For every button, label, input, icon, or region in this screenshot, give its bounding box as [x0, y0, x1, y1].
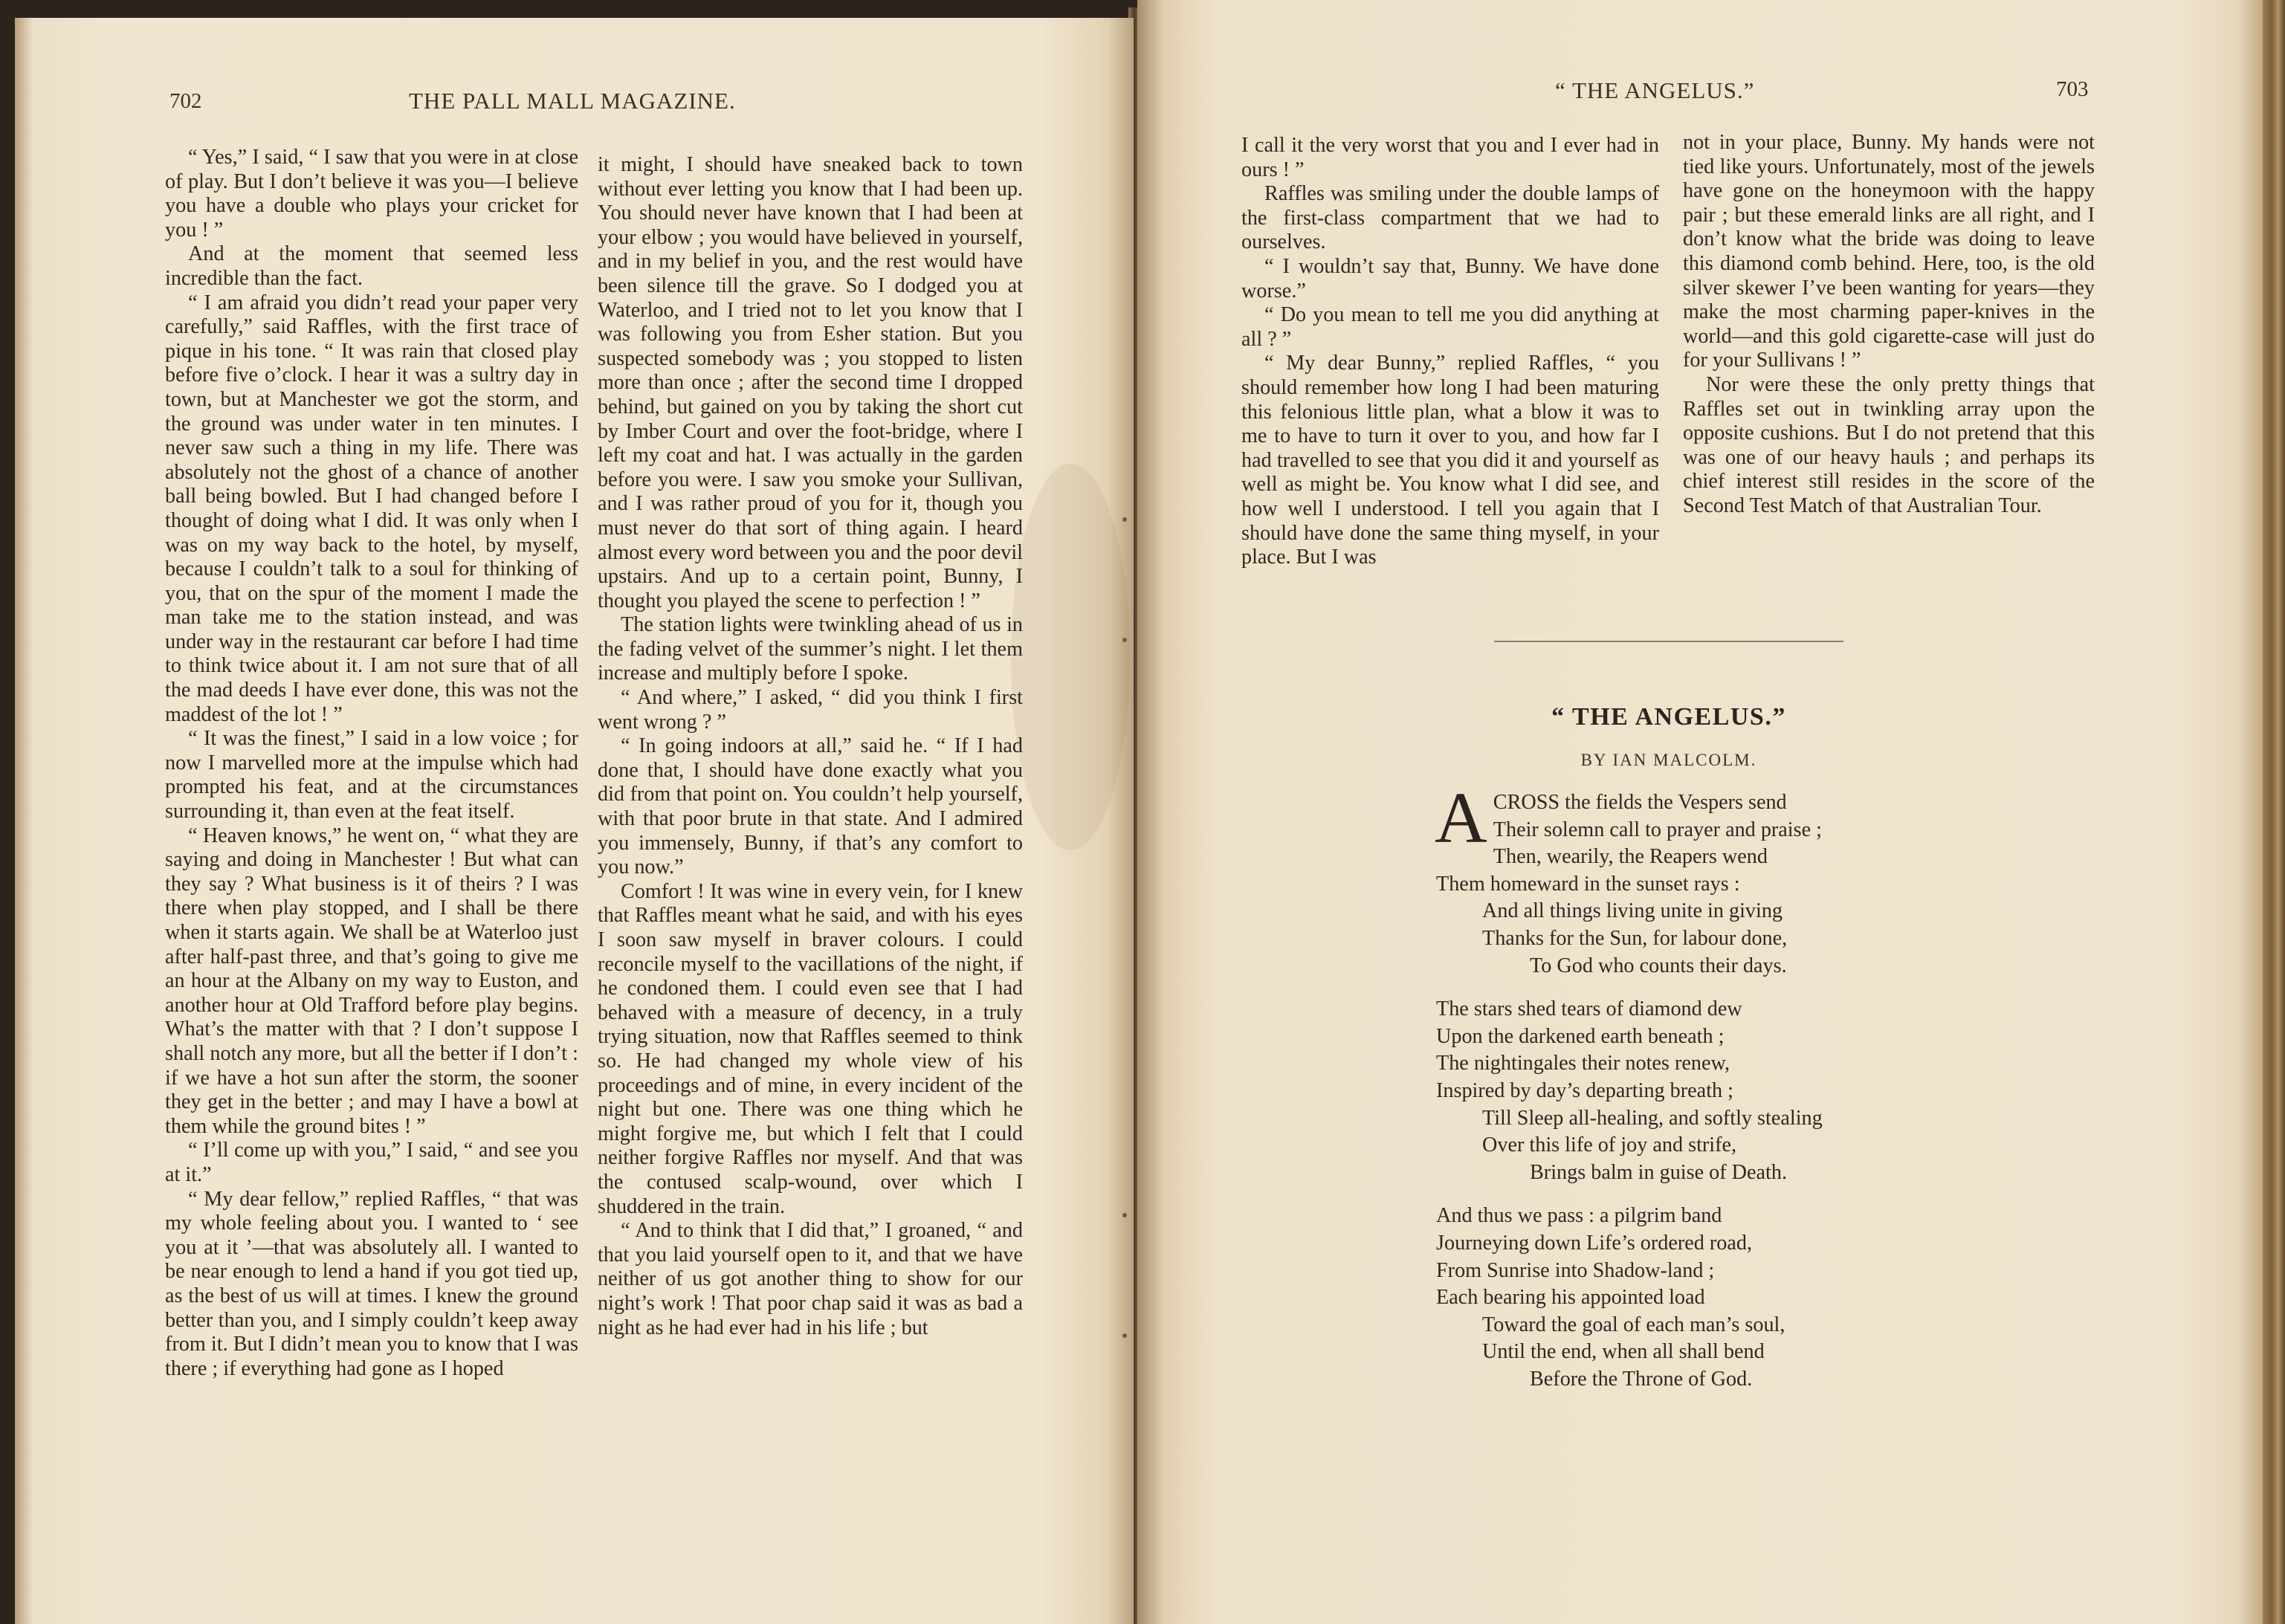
- paragraph: I call it the very worst that you and I ever had in ours ! ”: [1241, 134, 1659, 181]
- page-number-left: 702: [169, 89, 202, 113]
- paragraph: “ In going indoors at all,” said he. “ If I had done that, I should have done exactly what you did from that point on. You couldn’t help yourself, with that poor brute in that state. And I admired you immensely, Bunny, if that’s any comfort to you now.”: [598, 734, 1023, 879]
- poem-line: The stars shed tears of diamond dew: [1436, 997, 1742, 1021]
- right-column-2: [1683, 131, 2095, 519]
- poem-line: To God who counts their days.: [1530, 954, 1787, 977]
- poem-line-row: [1436, 898, 2075, 925]
- paragraph: Comfort ! It was wine in every vein, for I knew that Raffles meant what he said, and with his eyes I soon saw myself in braver colours. I could reconcile myself to the vacillations of the night, if he condoned them. I could even see that I had behaved with a measure of decency, in a truly trying situation, now that Raffles seemed to think so. He had changed my whole view of his proceedings and of mine, in every incident of the night but one. There was one thing which he might forgive me, but which I felt that I could neither forgive Raffles nor myself. And that was the contused scalp-wound, over which I shuddered in the train.: [598, 879, 1023, 1218]
- page-mark: [1122, 1213, 1127, 1217]
- paragraph: it might, I should have sneaked back to town without ever letting you know that I had been up. You should never have known that I had been at your elbow ; you would have believed in yourself, and in my belief in you, and the rest would have been silence till the grave. So I dodged you at Waterloo, and I tried not to let you know that I was following you from Esher station. But you suspected somebody was ; you stopped to listen more than once ; after the second time I dropped behind, but gained on you by taking the short cut by Imber Court and over the foot-bridge, where I left my coat and hat. I was actually in the garden before you were. I saw you smoke your Sullivan, and I was rather proud of you for it, though you must never do that sort of thing again. I heard almost every word between you and the poor devil upstairs. And up to a certain point, Bunny, I thought you played the scene to perfection ! ”: [598, 153, 1023, 612]
- poem-line: Inspired by day’s departing breath ;: [1436, 1078, 1733, 1102]
- poem-line: Them homeward in the sunset rays :: [1436, 872, 1740, 896]
- poem-line-row: [1436, 1078, 2075, 1105]
- paragraph: not in your place, Bunny. My hands were not tied like yours. Unfortunately, most of the jewels have gone on the honeymoon with the happy pair ; but these emerald links are all right, and I don’t know what the bride was doing to leave this diamond comb behind. Here, too, is the old silver skewer I’ve been wanting for years—they make the most charming paper-knives in the world—and this gold cigarette-case will just do for your Sullivans ! ”: [1683, 131, 2095, 372]
- poem-line: Before the Throne of God.: [1530, 1367, 1753, 1391]
- poem-line-row: [1436, 953, 2075, 980]
- paragraph: “ Heaven knows,” he went on, “ what they are saying and doing in Manchester ! But what can they say ? What business is it of theirs ? I was there when play stopped, and I shall be there when it starts again. We shall be at Waterloo just after half-past three, and that’s going to give me an hour at the Albany on my way to Euston, and another hour at Old Trafford before play begins. What’s the matter with that ? I don’t suppose I shall notch any more, but all the better if I don’t : if we have a hot sun after the storm, the sooner they get in the better ; and may I have a bowl at them while the ground bites ! ”: [165, 824, 578, 1138]
- paragraph: “ And to think that I did that,” I groaned, “ and that you laid yourself open to it, and that we have neither of us got another thing to show for our night’s work ! That poor chap said it was as bad a night as he had ever had in his life ; but: [598, 1219, 1023, 1339]
- page-number-right: 703: [2056, 77, 2089, 101]
- poem-body: [1435, 778, 2075, 1409]
- poem-line-row: [1436, 1050, 2075, 1078]
- paragraph: “ I’ll come up with you,” I said, “ and see you at it.”: [165, 1139, 578, 1186]
- poem-line-row: [1436, 817, 2075, 844]
- section-rule: [1494, 641, 1843, 642]
- page-mark: [1122, 638, 1127, 642]
- poem-byline: BY IAN MALCOLM.: [1580, 751, 1757, 769]
- poem-line: CROSS the fields the Vespers send: [1493, 791, 1787, 814]
- poem-line: Upon the darkened earth beneath ;: [1436, 1024, 1725, 1048]
- poem-line-row: [1436, 996, 2075, 1023]
- poem-line: Thanks for the Sun, for labour done,: [1482, 926, 1788, 950]
- running-head-right: “ THE ANGELUS.”: [1555, 77, 1755, 103]
- poem-stanza: [1436, 996, 2075, 1186]
- poem-line-row: [1436, 1284, 2075, 1312]
- paragraph: “ And where,” I asked, “ did you think I first went wrong ? ”: [598, 686, 1023, 734]
- paragraph: Raffles was smiling under the double lamps of the first-class compartment that we had to ourselves.: [1241, 182, 1659, 254]
- poem-stanza: [1435, 778, 2075, 980]
- poem-line-row: [1436, 1230, 2075, 1258]
- poem-title: “ THE ANGELUS.”: [1551, 703, 1786, 731]
- page-mark: [1122, 1333, 1127, 1338]
- poem-line-row: [1436, 1339, 2075, 1366]
- page-stain: [1011, 464, 1130, 850]
- paragraph: “ I am afraid you didn’t read your paper very carefully,” said Raffles, with the first trace of pique in his tone. “ It was rain that closed play before five o’clock. I hear it was a sultry day in town, but at Manchester we got the storm, and the ground was under water in ten minutes. I never saw such a thing in my life. There was absolutely not the ghost of a chance of another ball being bowled. But I had changed before I thought of doing what I did. It was only when I was on my way back to the hotel, by myself, because I couldn’t talk to a soul for thinking of you, that on the spur of the moment I made the man take me to the station instead, and was under way in the restaurant car before I had time to think twice about it. I am not sure that of all the mad deeds I have ever done, this was not the maddest of the lot ! ”: [165, 291, 578, 726]
- page-mark: [1122, 517, 1127, 522]
- poem-line-row: [1436, 871, 2075, 899]
- paragraph: “ Yes,” I said, “ I saw that you were in at close of play. But I don’t believe it was you—I believe you have a double who plays your cricket for you ! ”: [165, 146, 578, 242]
- paragraph: “ My dear fellow,” replied Raffles, “ that was my whole feeling about you. I wanted to ‘ see you at it ’—that was absolutely all. I wanted to be near enough to lend a hand if you got tied up, as the best of us will at times. I knew the ground better than you, and I simply couldn’t keep away from it. But I didn’t mean you to know that I was there ; if everything had gone as I hoped: [165, 1187, 578, 1380]
- poem-line: And all things living unite in giving: [1482, 899, 1783, 923]
- poem-line: Each bearing his appointed load: [1436, 1286, 1705, 1310]
- poem-line-row: [1436, 1159, 2075, 1187]
- paragraph: Nor were these the only pretty things that Raffles set out in twinkling array upon the opposite cushions. But I do not pretend that this was one of our heavy hauls ; and perhaps its chief interest still resides in the score of the Second Test Match of that Australian Tour.: [1683, 372, 2095, 517]
- right-column-1: [1241, 134, 1659, 570]
- poem-line: Until the end, when all shall bend: [1482, 1340, 1765, 1364]
- poem-line-row: [1436, 1258, 2075, 1285]
- poem-line-row: [1436, 1023, 2075, 1051]
- poem-line: The nightingales their notes renew,: [1436, 1052, 1730, 1075]
- poem-line: Journeying down Life’s ordered road,: [1436, 1231, 1753, 1255]
- poem-line-row: [1436, 844, 2075, 871]
- poem-line-row: [1436, 1203, 2075, 1230]
- poem-line: Till Sleep all-healing, and softly stealing: [1482, 1106, 1823, 1130]
- left-column-2: [598, 153, 1023, 1340]
- poem-line-row: [1436, 1366, 2075, 1394]
- poem-line: Their solemn call to prayer and praise ;: [1493, 818, 1823, 841]
- poem-line-row: [1436, 1132, 2075, 1159]
- paragraph: “ My dear Bunny,” replied Raffles, “ you should remember how long I had been maturing this felonious little plan, what a blow it was to me to have to turn it over to you, and how far I had travelled to see that you did it and yourself as well as might be. You know what I did see, and how well I understood. I tell you again that I should have done the same thing myself, in your place. But I was: [1241, 352, 1659, 569]
- right-page: [1137, 0, 2263, 1624]
- poem-line: From Sunrise into Shadow-land ;: [1436, 1258, 1715, 1282]
- poem-stanza: [1436, 1203, 2075, 1393]
- drop-cap: A: [1435, 778, 1487, 858]
- poem-line: Then, wearily, the Reapers wend: [1493, 845, 1768, 869]
- poem-line-row: [1436, 1105, 2075, 1133]
- poem-line: Brings balm in guise of Death.: [1530, 1160, 1788, 1184]
- book-edge: [2263, 0, 2285, 1624]
- poem-line: Over this life of joy and strife,: [1482, 1133, 1737, 1157]
- left-column-1: [165, 146, 578, 1381]
- paragraph: And at the moment that seemed less incredible than the fact.: [165, 242, 578, 290]
- poem-line-row: [1436, 1312, 2075, 1339]
- paragraph: “ I wouldn’t say that, Bunny. We have done worse.”: [1241, 254, 1659, 303]
- running-head-left: THE PALL MALL MAGAZINE.: [409, 88, 736, 114]
- paragraph: The station lights were twinkling ahead of us in the fading velvet of the summer’s night. I let them increase and multiply before I spoke.: [598, 613, 1023, 685]
- left-page: [15, 18, 1134, 1624]
- poem-line: And thus we pass : a pilgrim band: [1436, 1204, 1722, 1228]
- paragraph: “ It was the finest,” I said in a low voice ; for now I marvelled more at the impulse which had prompted his feat, and at the circumstances surrounding it, than even at the feat itself.: [165, 727, 578, 824]
- poem-line: Toward the goal of each man’s soul,: [1482, 1313, 1785, 1336]
- paragraph: “ Do you mean to tell me you did anything at all ? ”: [1241, 303, 1659, 351]
- poem-line-row: [1436, 925, 2075, 953]
